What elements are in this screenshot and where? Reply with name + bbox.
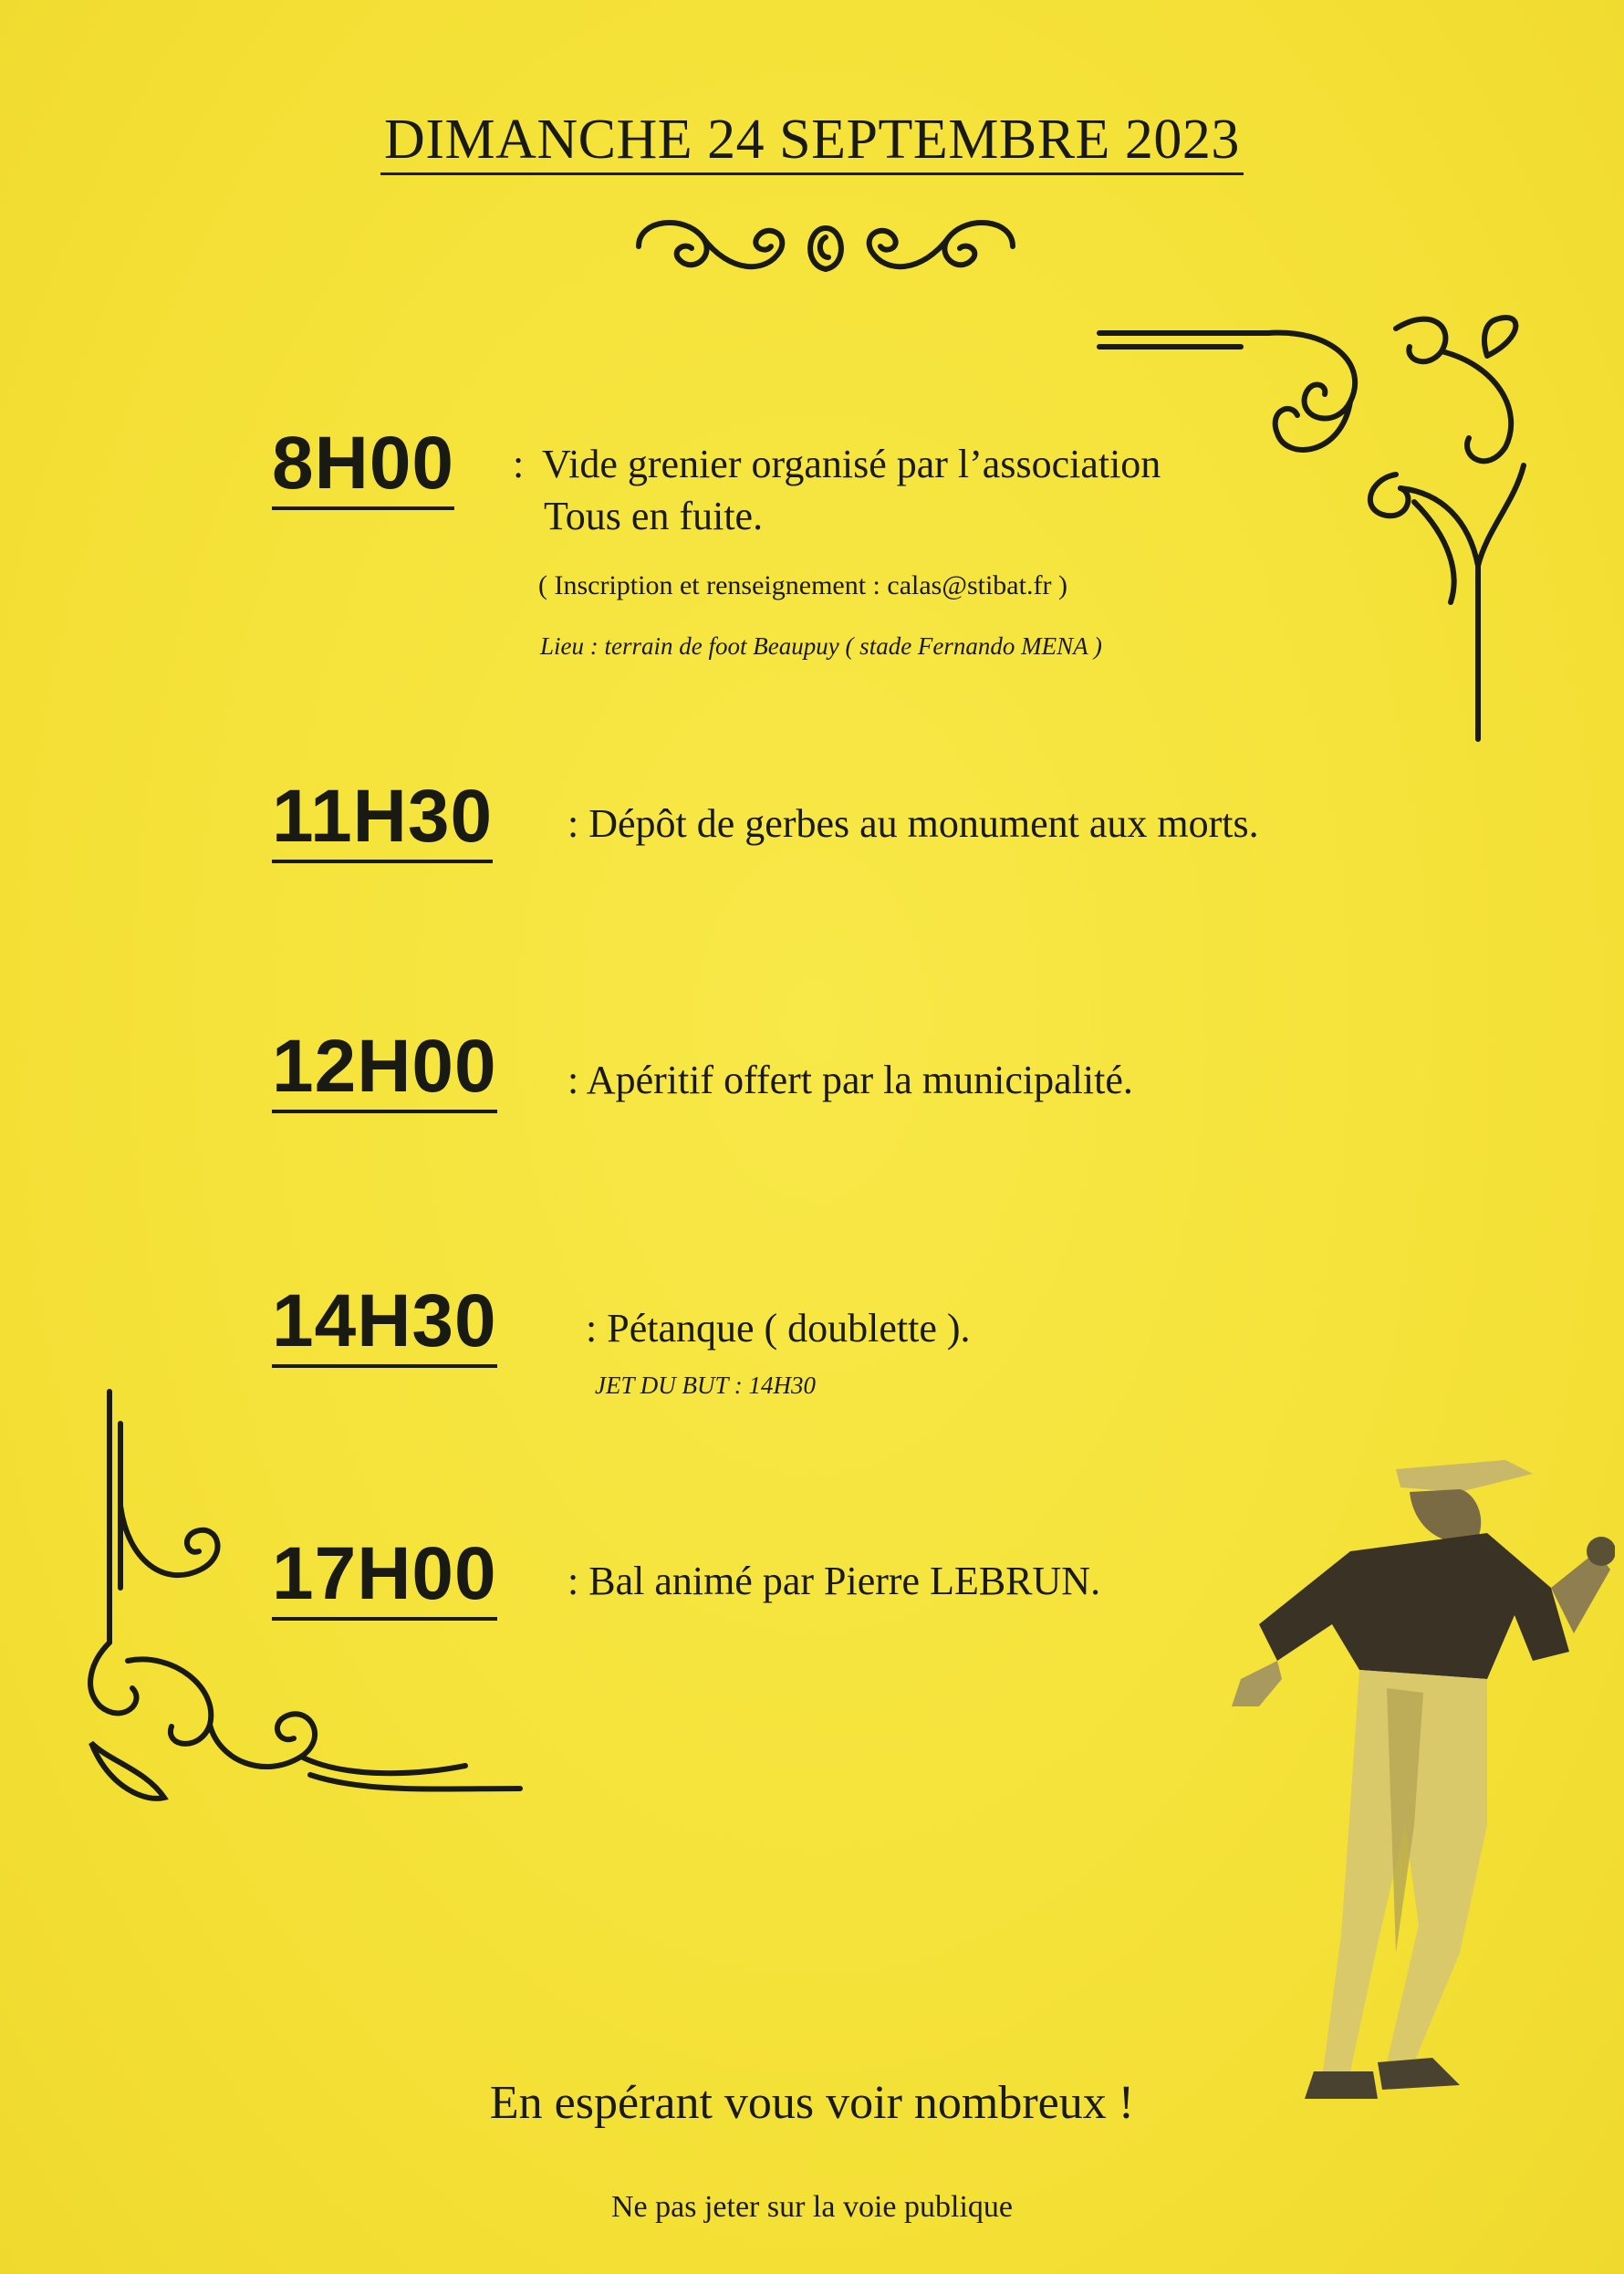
event-note-8h00: ( Inscription et renseignement : calas@stibat.fr )	[538, 570, 1067, 600]
event-time-17h00: 17H00	[272, 1537, 497, 1621]
corner-ornament-icon	[1095, 301, 1551, 757]
event-time-12h00: 12H00	[272, 1029, 497, 1113]
event-note-14h30: JET DU BUT : 14H30	[595, 1372, 817, 1399]
event-desc-14h30: : Pétanque ( doublette ).	[586, 1306, 971, 1351]
closing-message: En espérant vous voir nombreux !	[489, 2077, 1135, 2129]
event-desc-17h00: : Bal animé par Pierre LEBRUN.	[567, 1559, 1101, 1603]
event-place-8h00: Lieu : terrain de foot Beaupuy ( stade Fernando MENA )	[540, 632, 1102, 660]
footer-notice: Ne pas jeter sur la voie publique	[611, 2190, 1013, 2224]
flourish-ornament-icon	[630, 201, 1022, 292]
event-desc-11h30: : Dépôt de gerbes au monument aux morts.	[567, 801, 1259, 846]
date-heading: DIMANCHE 24 SEPTEMBRE 2023	[380, 109, 1244, 175]
page-title	[0, 108, 1624, 172]
event-time-14h30: 14H30	[272, 1284, 497, 1368]
event-desc-12h00: : Apéritif offert par la municipalité.	[567, 1058, 1133, 1102]
event-desc-8h00-line2: Tous en fuite.	[544, 494, 764, 538]
event-time-11h30: 11H30	[272, 779, 493, 863]
petanque-player-icon	[1186, 1442, 1615, 2126]
event-sep: :	[513, 442, 525, 486]
event-time-8h00: 8H00	[272, 426, 454, 510]
event-desc-8h00-line1: Vide grenier organisé par l’association	[542, 442, 1161, 486]
